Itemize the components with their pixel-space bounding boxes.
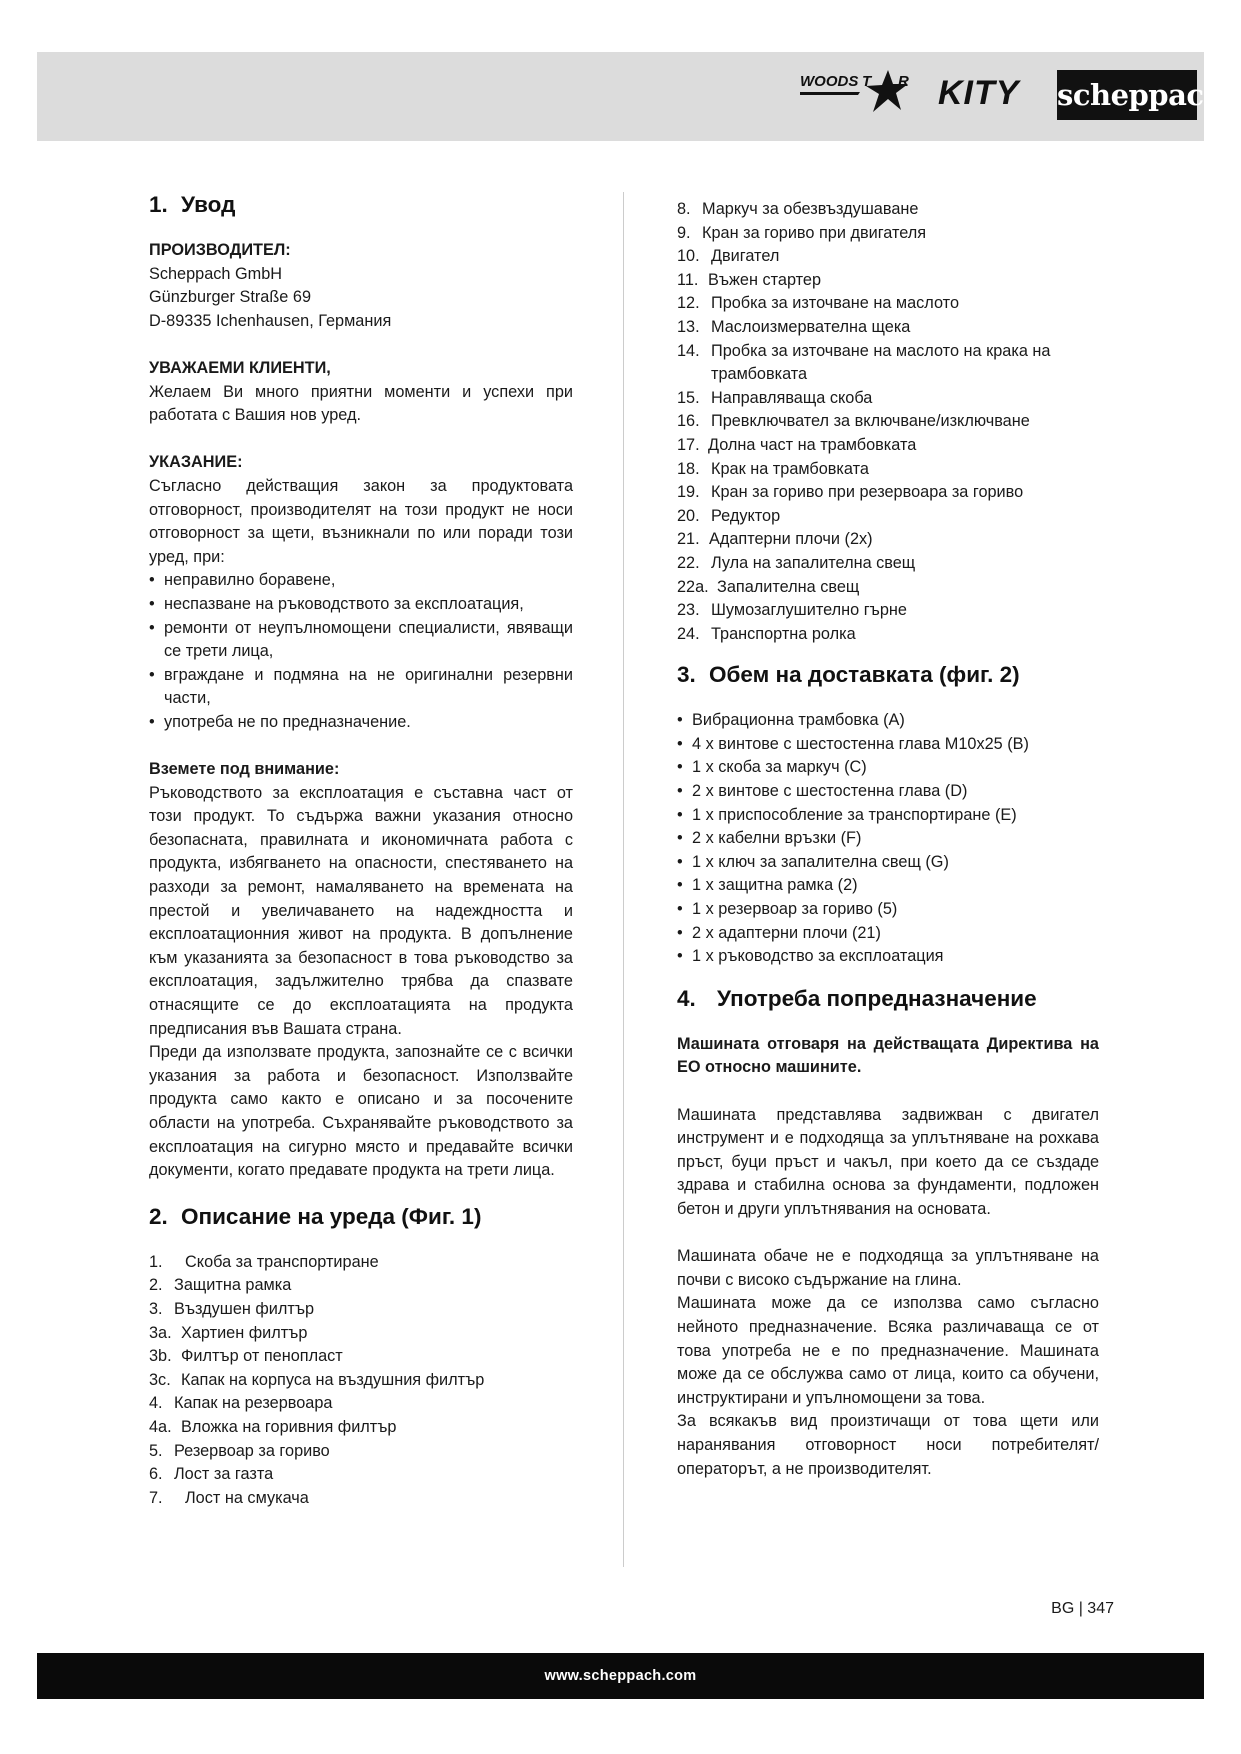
header-bar (37, 52, 1204, 141)
notice-list (149, 569, 573, 734)
list-item: • употреба не по предназначение. (149, 711, 573, 735)
notice-label: УКАЗАНИЕ: (149, 453, 243, 472)
right-column (677, 198, 1099, 1481)
list-item: 24. Транспортна ролка (677, 624, 856, 643)
manufacturer-line: D-89335 Ichenhausen, Германия (149, 311, 392, 330)
list-item: 3a. Хартиен филтър (149, 1323, 308, 1342)
usage-bold-text: Машината отговаря на действащата Директива на ЕО относно машините. (677, 1034, 1099, 1077)
list-item: 3b. Филтър от пенопласт (149, 1347, 343, 1366)
list-item: 12. Пробка за източване на маслото (677, 294, 960, 313)
list-item: 20. Редуктор (677, 506, 781, 525)
attention-label: Вземете под внимание: (149, 760, 340, 779)
list-item: 8. Маркуч за обезвъздушаване (677, 200, 919, 218)
list-item: 15. Направляваща скоба (677, 388, 873, 407)
manufacturer-label: ПРОИЗВОДИТЕЛ: (149, 241, 291, 259)
list-item: 22. Лула на запалителна свещ (677, 553, 916, 572)
list-item: 13. Маслоизмервателна щека (677, 317, 911, 336)
list-item: 3c. Капак на корпуса на въздушния филтър (149, 1370, 485, 1389)
list-item: • 4 x винтове с шестостенна глава M10x25 (B) (677, 733, 1099, 757)
list-item: 7. Лост на смукача (149, 1488, 309, 1507)
list-item: 16. Превключвател за включване/изключване (677, 412, 1030, 431)
manufacturer-line: Scheppach GmbH (149, 264, 283, 283)
list-item: • ремонти от неупълномощени специалисти, явяващи се трети лица, (149, 617, 573, 664)
footer-bar (37, 1653, 1204, 1699)
list-item: 6. Лост за газта (149, 1465, 274, 1484)
column-divider (623, 192, 624, 1567)
list-item: • 1 x скоба за маркуч (C) (677, 756, 1099, 780)
usage-text: Машината обаче не е подходяща за уплътняване на почви с високо съдържание на глина. (677, 1247, 1099, 1289)
list-item: • 1 x защитна рамка (2) (677, 874, 1099, 898)
list-item: 9. Кран за гориво при двигателя (677, 223, 927, 242)
attention-text: Ръководството за експлоатация е съставна част от този продукт. То съдържа важни указания относно безопасната, правилната и икономичната работа с продукта, избягването на опасности, спестяването на разходи за ремонт, намаляването на времената на престой и увеличаването на надеждността и експлоатационния живот на продукта. В допълнение към указанията за безопасност в това ръководство за експлоатация, задължително трябва да спазвате отнасящите се до експлоатацията на продукта предписания във Вашата страна. (149, 783, 573, 1038)
left-column (149, 190, 573, 1510)
list-item: 3. Въздушен филтър (149, 1299, 315, 1318)
list-item: 11. Въжен стартер (677, 270, 822, 289)
scheppach-logo: scheppach (1057, 70, 1197, 120)
list-item: 18. Крак на трамбовката (677, 459, 869, 478)
page-number: BG | 347 (1051, 1600, 1114, 1617)
list-item: 17. Долна част на трамбовката (677, 435, 917, 454)
svg-text:WOODS: WOODS (800, 73, 859, 90)
list-item: • 1 x ключ за запалителна свещ (G) (677, 851, 1099, 875)
list-item: • 1 x приспособление за транспортиране (E) (677, 804, 1099, 828)
list-item: 19. Кран за гориво при резервоара за гориво (677, 483, 1024, 502)
list-item: 4. Капак на резервоара (149, 1394, 333, 1413)
list-item: • 2 x винтове с шестостенна глава (D) (677, 780, 1099, 804)
list-item: 21. Адаптерни плочи (2x) (677, 530, 873, 549)
list-item: 5. Резервоар за гориво (149, 1441, 330, 1460)
svg-text:R: R (898, 73, 909, 90)
svg-text:T: T (862, 73, 872, 90)
parts-list-left (149, 1251, 573, 1511)
customers-label: УВАЖАЕМИ КЛИЕНТИ, (149, 358, 331, 377)
scope-list (677, 709, 1099, 969)
section-title-intro: 1. Увод (149, 192, 236, 217)
usage-text: За всякакъв вид произтичащи от това щети или наранявания отговорност носи потребителят/операторът, а не производителят. (677, 1412, 1099, 1478)
list-item: • 2 x кабелни връзки (F) (677, 827, 1099, 851)
woodstar-logo (800, 66, 925, 116)
list-item: 14. Пробка за източване на маслото на крака на трамбовката (677, 341, 1051, 384)
footer-url[interactable]: www.scheppach.com (544, 1668, 697, 1684)
usage-text: Машината представлява задвижван с двигател инструмент и е подходяща за уплътняване на рохкава пръст, буци пръст и чакъл, при което да се създаде здрава и стабилна основа за фундаменти, подложен бетон и други уплътнявания на основата. (677, 1105, 1099, 1218)
list-item: • 1 x ръководство за експлоатация (677, 945, 1099, 969)
list-item: 4a. Вложка на горивния филтър (149, 1417, 397, 1436)
list-item: 23. Шумозаглушително гърне (677, 601, 907, 620)
list-item: 10. Двигател (677, 247, 780, 266)
notice-text: Съгласно действащия закон за продуктовата отговорност, производителят на този продукт не носи отговорност за щети, възникнали по или поради този уред, при: (149, 476, 573, 566)
customers-text: Желаем Ви много приятни моменти и успехи при работата с Вашия нов уред. (149, 382, 573, 425)
section-title-description: 2. Описание на уреда (Фиг. 1) (149, 1203, 482, 1229)
list-item: 22a. Запалителна свещ (677, 577, 860, 596)
list-item: • вграждане и подмяна на не оригинални резервни части, (149, 664, 573, 711)
list-item: 2. Защитна рамка (149, 1276, 292, 1295)
section-title-usage: 4. Употреба попредназначение (677, 985, 1037, 1011)
section-title-scope: 3. Обем на доставката (фиг. 2) (677, 662, 1020, 688)
manufacturer-line: Günzburger Straße 69 (149, 288, 311, 307)
list-item: • неправилно боравене, (149, 569, 573, 593)
kity-logo: KITY (938, 74, 1020, 112)
usage-text: Машината може да се използва само съгласно нейното предназначение. Всяка различаваща се от това употреба не е по предназначение. Машината може да се обслужва само от лица, които са обучени, инструктирани и упълномощени за това. (677, 1294, 1099, 1407)
list-item: • неспазване на ръководството за експлоатация, (149, 593, 573, 617)
list-item: 1. Скоба за транспортиране (149, 1252, 379, 1271)
list-item: • Вибрационна трамбовка (A) (677, 709, 1099, 733)
attention-text: Преди да използвате продукта, запознайте се с всички указания за работа и безопасност. Използвайте продукта само както е описано и за посочените области на употреба. Съхранявайте ръководството за експлоатация на сигурно място и предавайте всички документи, когато предавате продукта на трети лица. (149, 1043, 573, 1180)
list-item: • 1 x резервоар за гориво (5) (677, 898, 1099, 922)
list-item: • 2 x адаптерни плочи (21) (677, 922, 1099, 946)
parts-list-right (677, 198, 1099, 646)
